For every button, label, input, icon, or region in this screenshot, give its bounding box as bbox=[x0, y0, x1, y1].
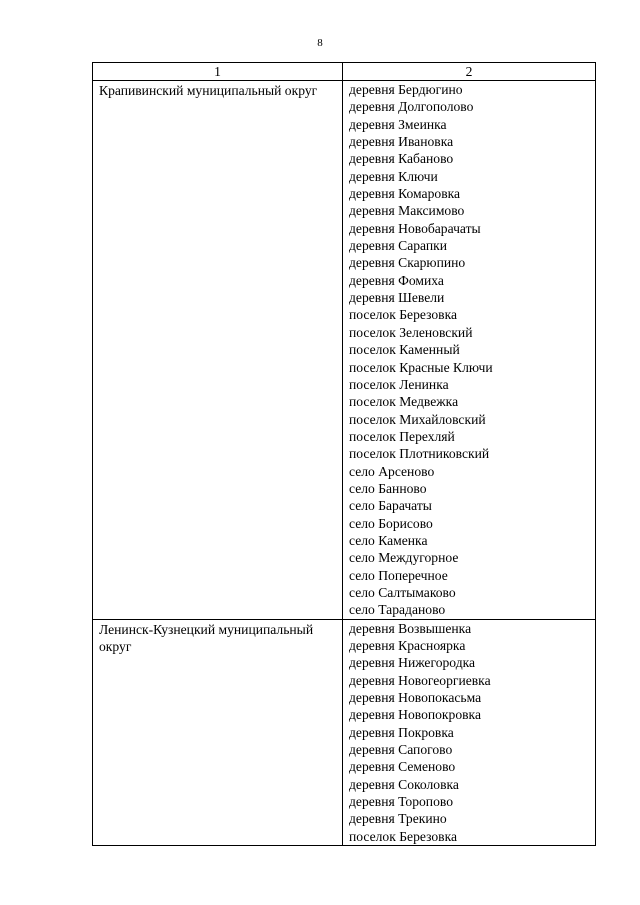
table-body bbox=[93, 81, 596, 846]
settlement-item: село Барачаты bbox=[349, 498, 432, 514]
settlement-item: деревня Бердюгино bbox=[349, 82, 463, 97]
settlement-item: деревня Долгополово bbox=[349, 99, 474, 115]
settlement-item: село Банново bbox=[349, 480, 427, 496]
page-number: 8 bbox=[317, 37, 323, 49]
settlement-item: деревня Трекино bbox=[349, 811, 447, 827]
settlement-item: деревня Торопово bbox=[349, 794, 453, 810]
settlement-item: село Междугорное bbox=[349, 550, 459, 566]
settlement-item: село Тараданово bbox=[349, 602, 446, 618]
settlement-item: деревня Новобарачаты bbox=[349, 220, 481, 236]
table-row bbox=[93, 619, 596, 845]
table-row bbox=[93, 81, 596, 620]
settlement-item: деревня Скарюпино bbox=[349, 255, 466, 271]
settlement-item: поселок Михайловский bbox=[349, 411, 486, 427]
settlement-item: деревня Шевели bbox=[349, 290, 445, 306]
settlement-item: деревня Сапогово bbox=[349, 742, 453, 758]
settlement-item: деревня Покровка bbox=[349, 724, 454, 740]
settlement-item: деревня Ивановка bbox=[349, 134, 454, 150]
settlement-item: деревня Красноярка bbox=[349, 638, 466, 653]
settlement-item: поселок Березовка bbox=[349, 828, 458, 844]
settlement-item: деревня Сарапки bbox=[349, 238, 448, 254]
settlement-item: поселок Красные Ключи bbox=[349, 359, 493, 375]
settlement-item: поселок Плотниковский bbox=[349, 446, 490, 462]
settlement-item: поселок Зеленовский bbox=[349, 324, 473, 340]
table-header-row bbox=[93, 63, 596, 81]
column-header-1: 1 bbox=[93, 63, 343, 81]
district-cell bbox=[93, 619, 343, 845]
settlement-item: поселок Березовка bbox=[349, 307, 458, 323]
column-header-2: 2 bbox=[343, 63, 596, 81]
settlement-item: деревня Возвышенка bbox=[349, 620, 472, 636]
settlement-item: деревня Змеинка bbox=[349, 116, 447, 132]
settlement-item: деревня Фомиха bbox=[349, 272, 444, 288]
settlement-item: село Поперечное bbox=[349, 567, 448, 583]
settlements-cell bbox=[343, 81, 596, 620]
district-name: Крапивинский муниципальный округ bbox=[99, 83, 318, 98]
settlement-item: село Арсеново bbox=[349, 463, 435, 479]
settlement-item: деревня Ключи bbox=[349, 168, 438, 184]
district-cell bbox=[93, 81, 343, 620]
settlement-item: деревня Соколовка bbox=[349, 776, 459, 792]
settlement-item: деревня Максимово bbox=[349, 203, 465, 219]
settlement-item: деревня Новогеоргиевка bbox=[349, 672, 491, 688]
settlement-item: деревня Новопокровка bbox=[349, 707, 481, 723]
settlement-item: поселок Перехляй bbox=[349, 428, 455, 444]
settlement-item: поселок Каменный bbox=[349, 342, 460, 358]
settlement-item: деревня Семеново bbox=[349, 759, 456, 775]
settlement-item: поселок Ленинка bbox=[349, 376, 449, 392]
settlement-item: деревня Комаровка bbox=[349, 186, 461, 202]
district-name: Ленинск-Кузнецкий муниципальный округ bbox=[99, 621, 314, 654]
settlement-item: деревня Новопокасьма bbox=[349, 690, 482, 706]
settlement-item: село Борисово bbox=[349, 515, 433, 531]
settlements-table bbox=[92, 62, 596, 846]
settlement-item: село Салтымаково bbox=[349, 584, 456, 600]
settlement-item: деревня Кабаново bbox=[349, 151, 454, 167]
settlement-item: село Каменка bbox=[349, 532, 428, 548]
settlement-item: деревня Нижегородка bbox=[349, 655, 476, 671]
settlements-cell bbox=[343, 619, 596, 845]
settlement-item: поселок Медвежка bbox=[349, 394, 459, 410]
